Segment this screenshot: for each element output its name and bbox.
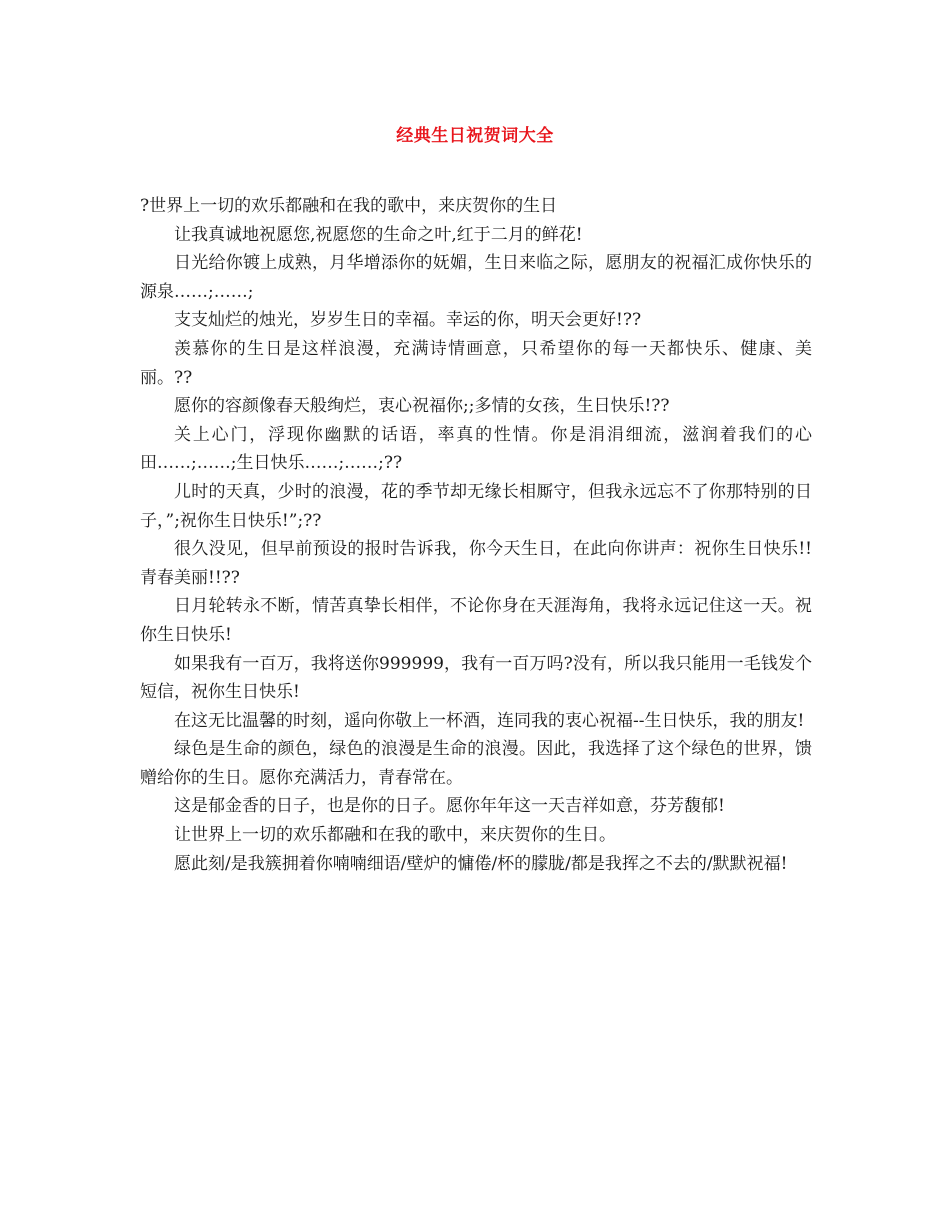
paragraph: 让世界上一切的欢乐都融和在我的歌中，来庆贺你的生日。 (174, 825, 616, 846)
paragraph: ?世界上一切的欢乐都融和在我的歌中，来庆贺你的生日 (140, 196, 558, 216)
paragraph: 羡慕你的生日是这样浪漫，充满诗情画意，只希望你的每一天都快乐、健康、美丽。?? (140, 338, 812, 388)
paragraph: 儿时的天真，少时的浪漫，花的季节却无缘长相厮守，但我永远忘不了你那特别的日子，”;祝你生日快乐!”;?? (140, 481, 812, 531)
paragraph: 很久没见，但早前预设的报时告诉我，你今天生日，在此向你讲声：祝你生日快乐!!青春美丽!!?? (140, 539, 812, 588)
paragraph: 关上心门，浮现你幽默的话语，率真的性情。你是涓涓细流，滋润着我们的心田……;……;生日快乐……;……;?? (140, 424, 812, 474)
paragraph: 如果我有一百万，我将送你999999，我有一百万吗?没有，所以我只能用一毛钱发个短信，祝你生日快乐! (140, 653, 812, 703)
paragraph: 支支灿烂的烛光，岁岁生日的幸福。幸运的你，明天会更好!?? (174, 310, 642, 331)
paragraph: 让我真诚地祝愿您,祝愿您的生命之叶,红于二月的鲜花! (174, 224, 583, 245)
paragraph: 愿此刻/是我簇拥着你喃喃细语/壁炉的慵倦/杯的朦胧/都是我挥之不去的/默默祝福! (174, 853, 788, 874)
paragraph: 这是郁金香的日子，也是你的日子。愿你年年这一天吉祥如意，芬芳馥郁! (174, 796, 725, 817)
paragraph: 日光给你镀上成熟，月华增添你的妩媚，生日来临之际，愿朋友的祝福汇成你快乐的源泉……;……; (140, 253, 812, 302)
document-title: 经典生日祝贺词大全 (396, 126, 554, 146)
document-body (140, 192, 812, 878)
paragraph: 愿你的容颜像春天般绚烂，衷心祝福你;;多情的女孩，生日快乐!?? (174, 396, 670, 417)
paragraph: 绿色是生命的颜色，绿色的浪漫是生命的浪漫。因此，我选择了这个绿色的世界，馈赠给你的生日。愿你充满活力，青春常在。 (140, 739, 812, 788)
paragraph: 日月轮转永不断，情苦真挚长相伴，不论你身在天涯海角，我将永远记住这一天。祝你生日快乐! (140, 596, 812, 645)
paragraph: 在这无比温馨的时刻，遥向你敬上一杯酒，连同我的衷心祝福--生日快乐，我的朋友! (174, 710, 805, 731)
